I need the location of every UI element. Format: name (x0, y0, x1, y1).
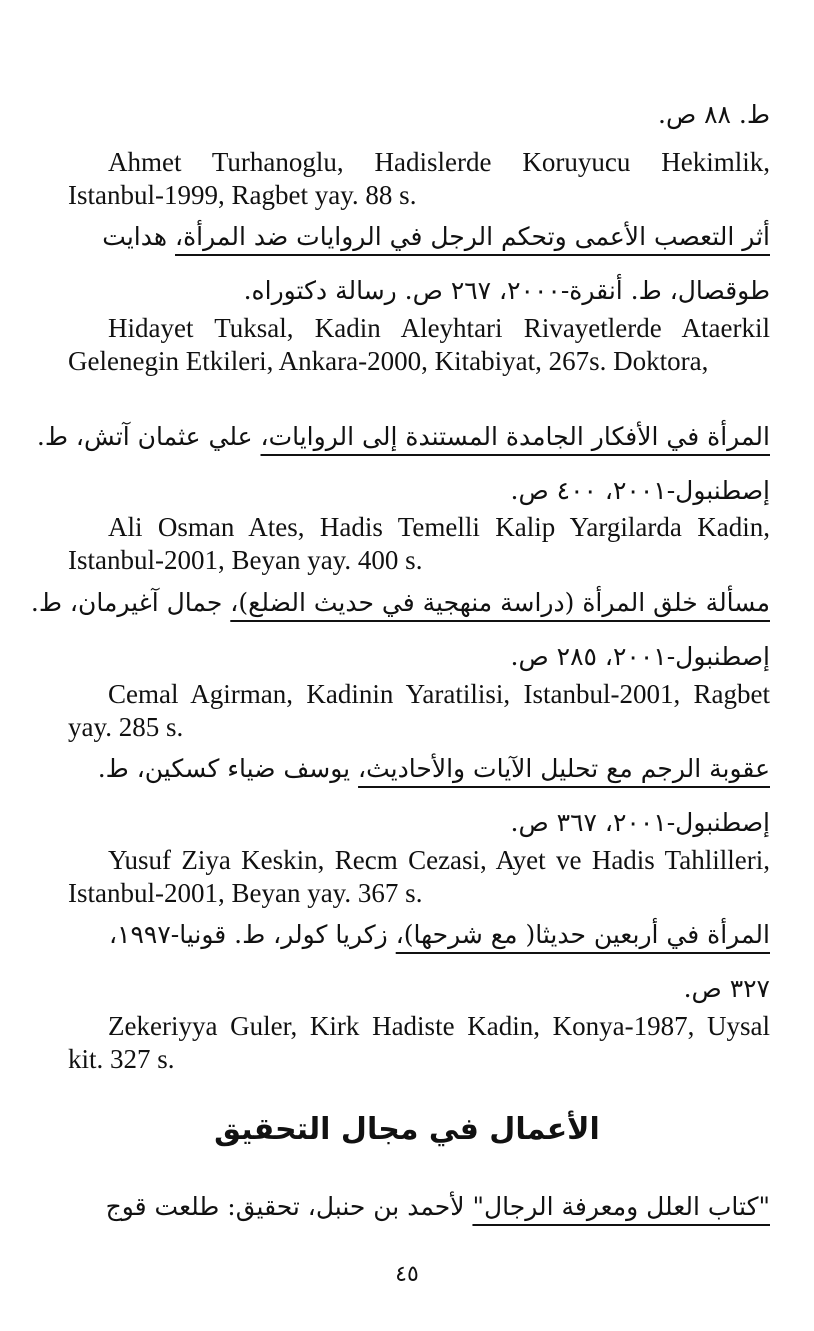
arabic-entry-5 (98, 752, 770, 786)
arabic-entry-4 (31, 586, 770, 620)
arabic-entry-3 (37, 420, 770, 454)
arabic-entry-2 (102, 220, 770, 254)
arabic-author: يوسف ضياء كسكين، ط. (97, 754, 359, 783)
arabic-continuation-3: إصطنبول-٢٠٠١، ٤٠٠ ص. (510, 476, 770, 505)
arabic-entry-6 (109, 918, 770, 952)
arabic-author: زكريا كولر، ط. قونيا-١٩٩٧، (108, 920, 396, 949)
arabic-title: أثر التعصب الأعمى وتحكم الرجل في الروايات ضد المرأة، (175, 222, 770, 251)
arabic-continuation-5: إصطنبول-٢٠٠١، ٣٦٧ ص. (510, 808, 770, 837)
english-entry-6 (68, 1010, 770, 1076)
arabic-author: هدايت (102, 222, 176, 251)
english-text: Ahmet Turhanoglu, Hadislerde Koruyucu Hekimlik, Istanbul-1999, Ragbet yay. 88 s. (68, 147, 770, 210)
arabic-title: "كتاب العلل ومعرفة الرجال" (472, 1192, 770, 1221)
english-entry-2 (68, 312, 770, 378)
arabic-title: مسألة خلق المرأة (دراسة منهجية في حديث الضلع)، (230, 588, 770, 617)
arabic-author: جمال آغيرمان، ط. (30, 588, 231, 617)
english-entry-3 (68, 511, 770, 577)
arabic-entry-7 (106, 1190, 770, 1224)
english-text: Yusuf Ziya Keskin, Recm Cezasi, Ayet ve Hadis Tahlilleri, Istanbul-2001, Beyan yay. 367 s. (68, 845, 770, 908)
arabic-title: المرأة في الأفكار الجامدة المستندة إلى الروايات، (260, 422, 770, 451)
page-number: ٤٥ (395, 1262, 419, 1287)
english-text: Zekeriyya Guler, Kirk Hadiste Kadin, Konya-1987, Uysal kit. 327 s. (68, 1011, 770, 1074)
arabic-continuation-6: ٣٢٧ ص. (683, 974, 770, 1003)
arabic-author: علي عثمان آتش، ط. (36, 422, 261, 451)
arabic-rest: لأحمد بن حنبل، تحقيق: طلعت قوج (105, 1192, 473, 1221)
english-text: Cemal Agirman, Kadinin Yaratilisi, Istanbul-2001, Ragbet yay. 285 s. (68, 679, 770, 742)
arabic-continuation-2: طوقصال، ط. أنقرة-٢٠٠٠، ٢٦٧ ص. رسالة دكتوراه. (243, 276, 770, 305)
english-entry-5 (68, 844, 770, 910)
arabic-title: عقوبة الرجم مع تحليل الآيات والأحاديث، (358, 754, 770, 783)
english-entry-1 (68, 146, 770, 212)
english-entry-4 (68, 678, 770, 744)
arabic-continuation-4: إصطنبول-٢٠٠١، ٢٨٥ ص. (510, 642, 770, 671)
section-heading: الأعمال في مجال التحقيق (214, 1112, 600, 1147)
arabic-continuation-1: ط. ٨٨ ص. (658, 100, 770, 129)
english-text: Ali Osman Ates, Hadis Temelli Kalip Yargilarda Kadin, Istanbul-2001, Beyan yay. 400 s. (68, 512, 770, 575)
english-text: Hidayet Tuksal, Kadin Aleyhtari Rivayetlerde Ataerkil Gelenegin Etkileri, Ankara-2000, Kitabiyat, 267s. Doktora, (68, 313, 770, 376)
arabic-title: المرأة في أربعين حديثا( مع شرحها)، (395, 920, 770, 949)
